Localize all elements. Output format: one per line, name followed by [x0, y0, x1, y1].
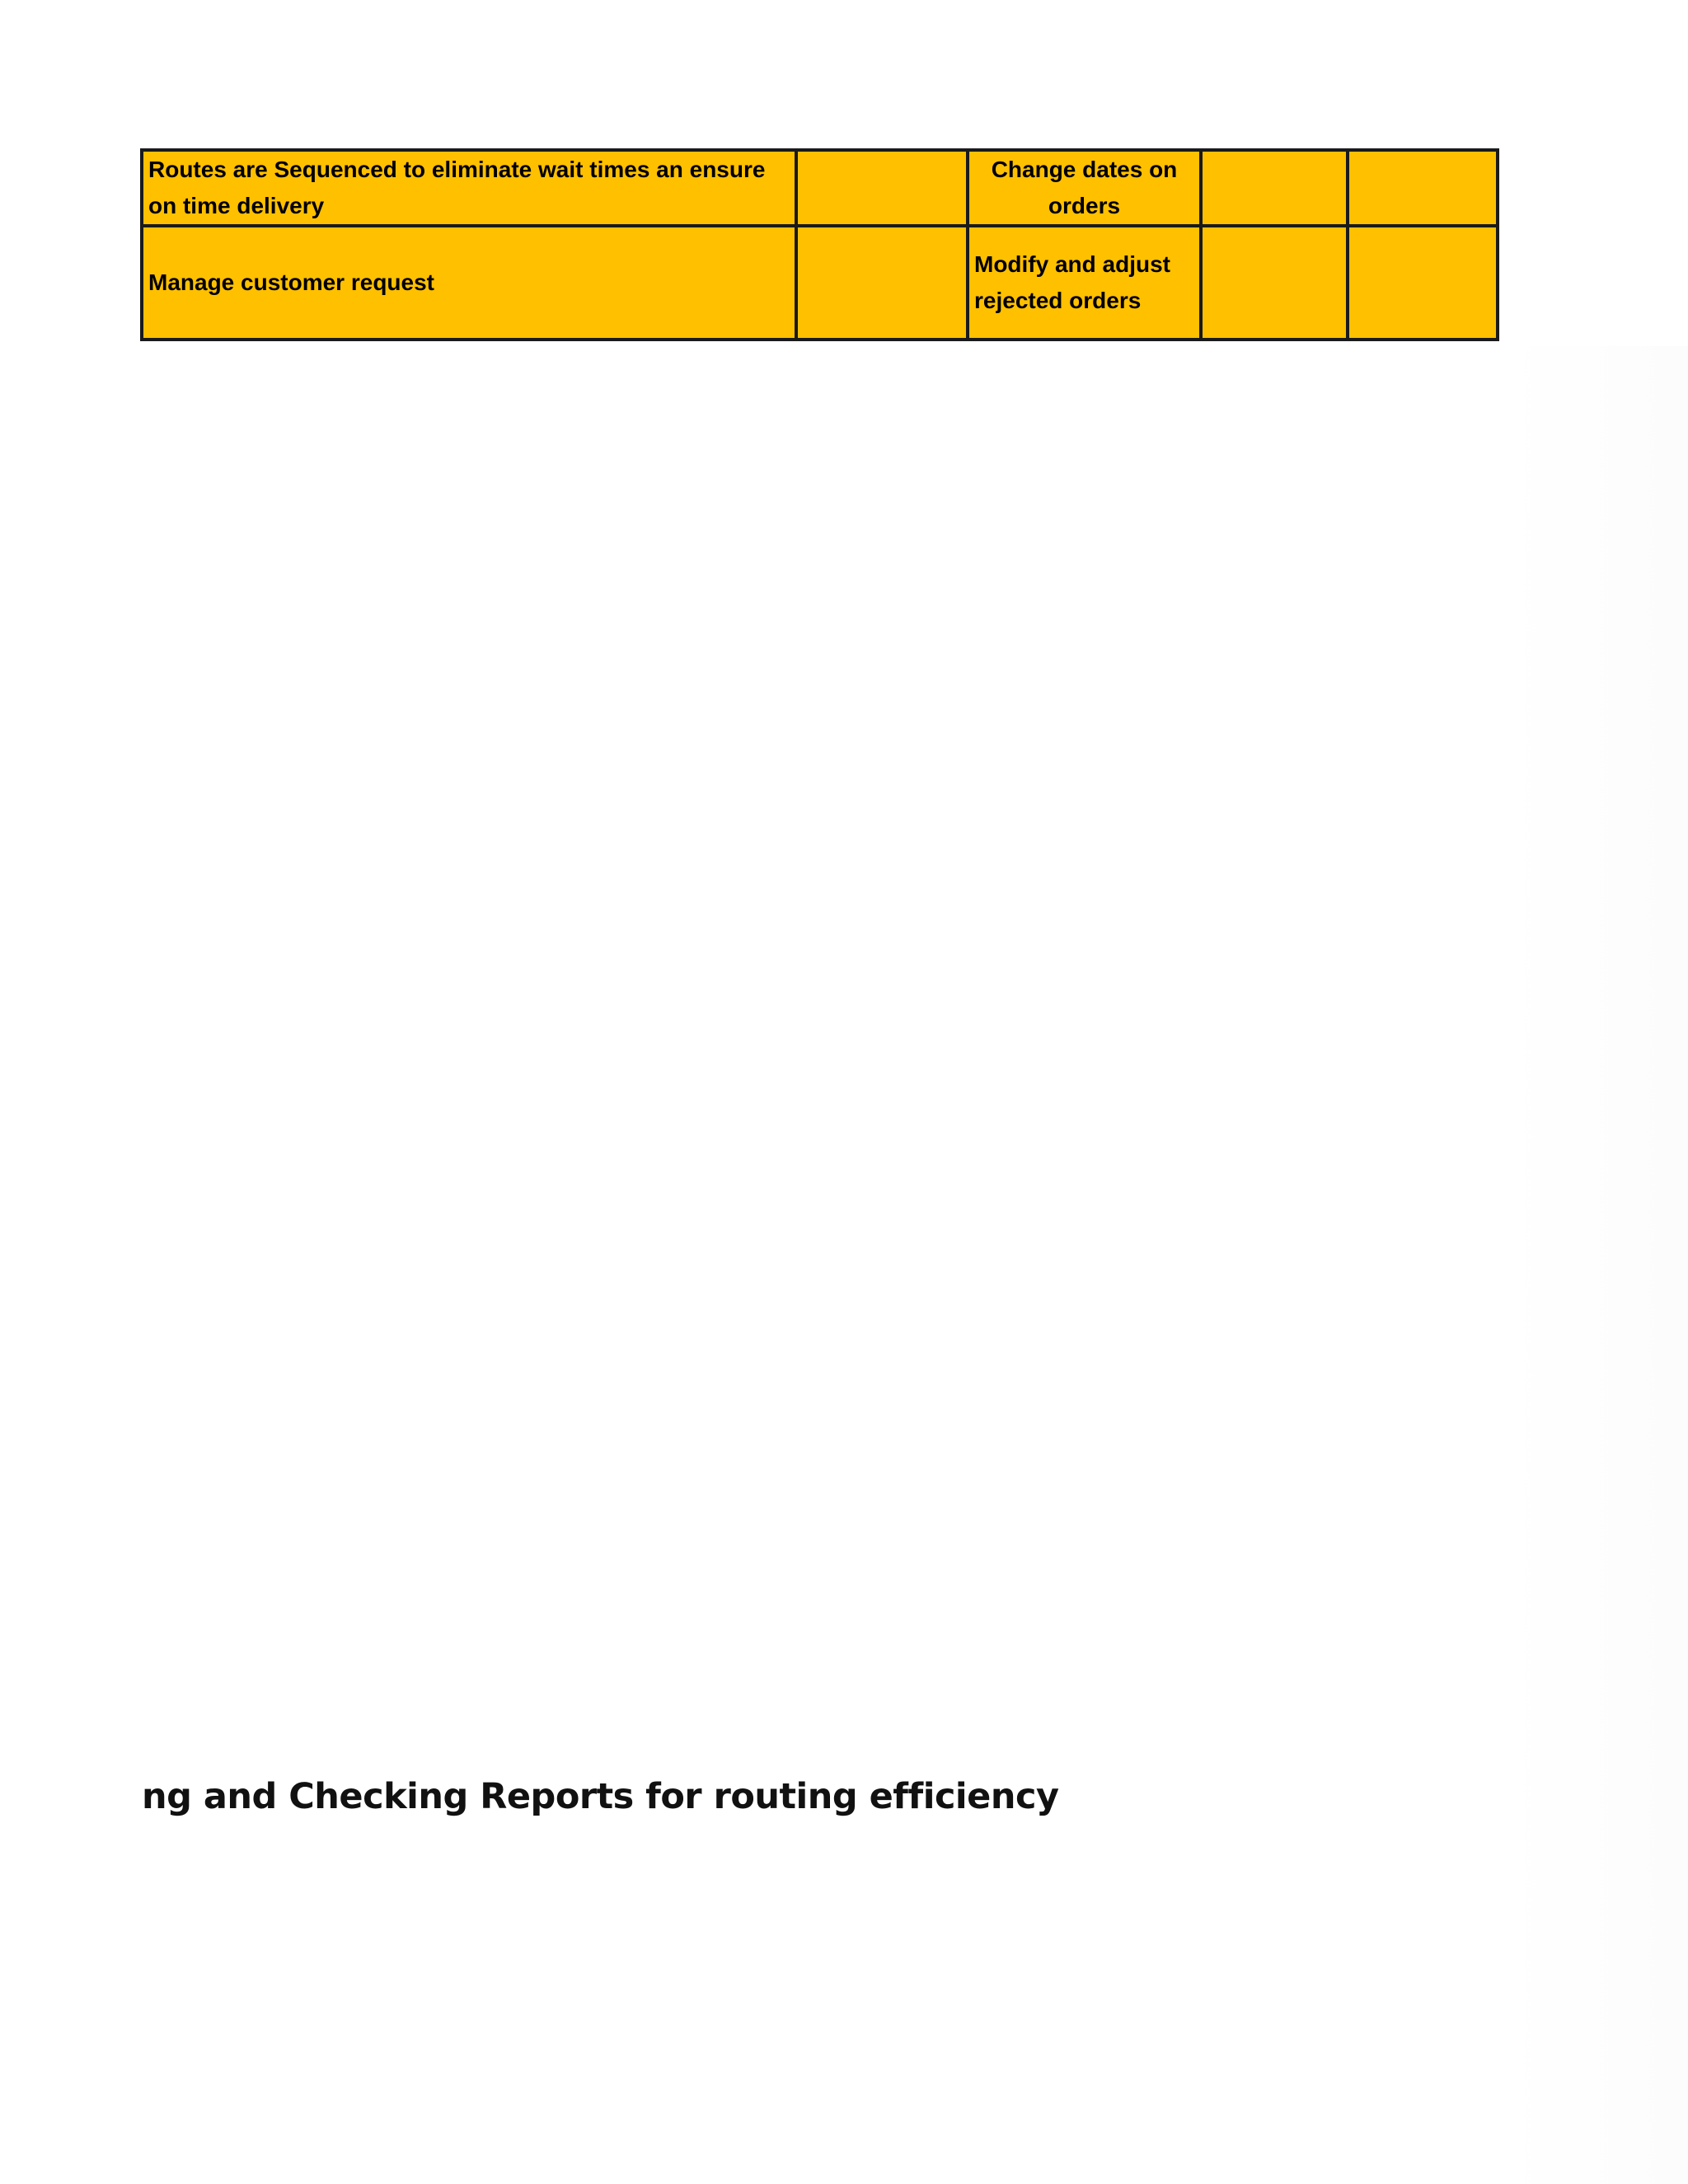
table-cell-empty [1348, 226, 1498, 340]
table-cell-empty [796, 226, 968, 340]
table-cell-empty [1201, 150, 1348, 226]
table-cell: Change dates on orders [968, 150, 1201, 226]
table-cell: Routes are Sequenced to eliminate wait times an ensure on time delivery [142, 150, 796, 226]
table-cell-empty [1348, 150, 1498, 226]
table-cell-empty [796, 150, 968, 226]
table-row [142, 150, 1498, 226]
task-table [140, 148, 1499, 341]
table-row [142, 226, 1498, 340]
table-cell-empty [1201, 226, 1348, 340]
scan-edge-shade [1507, 346, 1688, 2184]
section-heading: ng and Checking Reports for routing efficiency [142, 1776, 1059, 1817]
table-cell: Modify and adjust rejected orders [968, 226, 1201, 340]
table-cell: Manage customer request [142, 226, 796, 340]
